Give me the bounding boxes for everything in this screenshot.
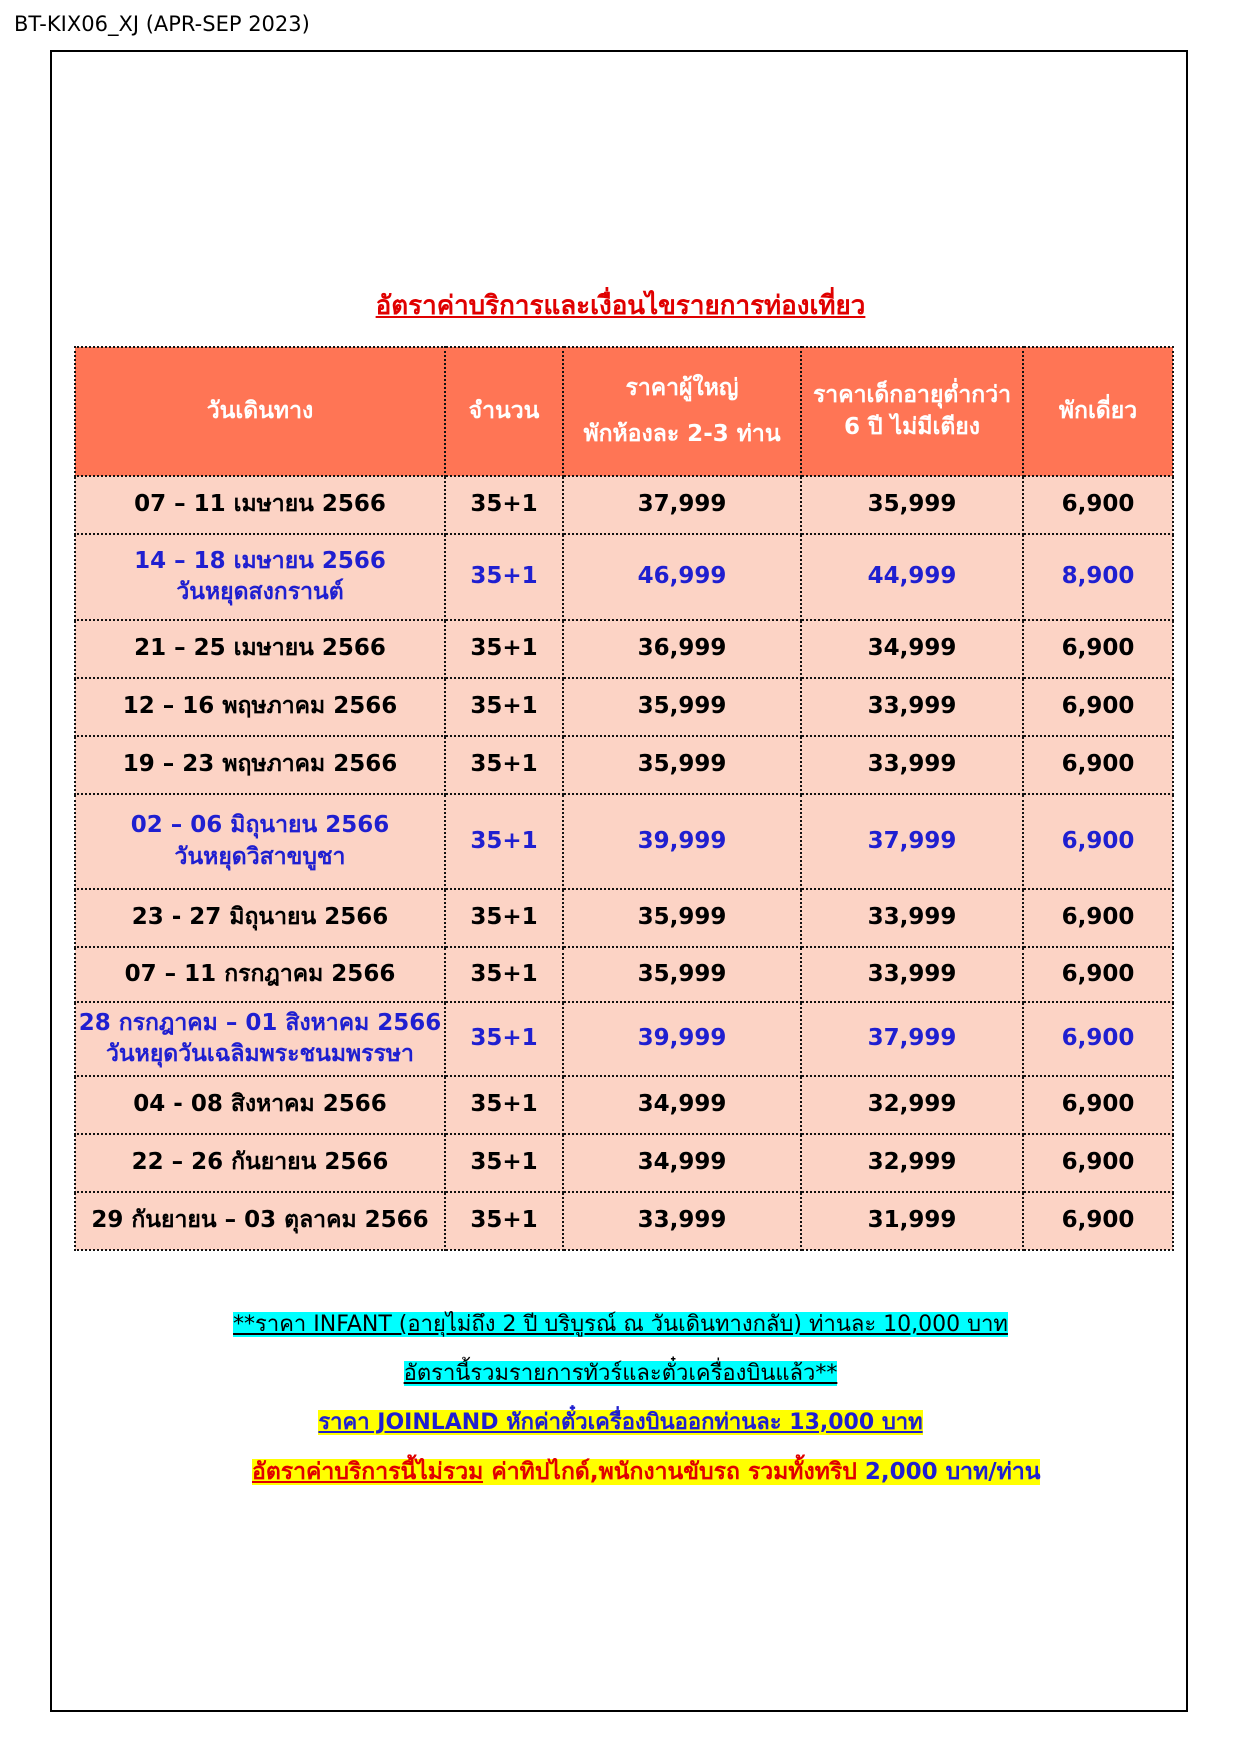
- table-row: [75, 678, 1173, 736]
- cell-date: [75, 1002, 445, 1076]
- header-child-price: [801, 347, 1023, 476]
- infant-note-text: **ราคา INFANT (อายุไม่ถึง 2 ปี บริบูรณ์ ณ วันเดินทางกลับ) ท่านละ 10,000 บาท: [233, 1312, 1008, 1337]
- cell-seats: 35+1: [445, 534, 563, 620]
- cell-holiday-name: วันหยุดวันเฉลิมพระชนมพรรษา: [106, 1041, 414, 1067]
- cell-date: 23 - 27 มิถุนายน 2566: [75, 889, 445, 947]
- cell-date: 04 - 08 สิงหาคม 2566: [75, 1076, 445, 1134]
- cell-single: 6,900: [1023, 947, 1173, 1002]
- cell-single: 6,900: [1023, 794, 1173, 889]
- cell-adult-price: 35,999: [563, 736, 801, 794]
- excluded-note: [252, 1454, 1040, 1490]
- cell-single: 6,900: [1023, 889, 1173, 947]
- cell-seats: 35+1: [445, 620, 563, 678]
- cell-child-price: 31,999: [801, 1192, 1023, 1250]
- cell-child-price: 37,999: [801, 1002, 1023, 1076]
- cell-seats: 35+1: [445, 1192, 563, 1250]
- cell-child-price: 32,999: [801, 1134, 1023, 1192]
- cell-date: 12 – 16 พฤษภาคม 2566: [75, 678, 445, 736]
- header-adult-price: [563, 347, 801, 476]
- cell-seats: 35+1: [445, 678, 563, 736]
- joinland-note-text: ราคา JOINLAND หักค่าตั๋วเครื่องบินออกท่านละ 13,000 บาท: [318, 1410, 923, 1435]
- cell-seats: 35+1: [445, 1076, 563, 1134]
- header-child-line2: 6 ปี ไม่มีเตียง: [843, 413, 980, 440]
- cell-adult-price: 33,999: [563, 1192, 801, 1250]
- cell-adult-price: 34,999: [563, 1134, 801, 1192]
- cell-child-price: 33,999: [801, 736, 1023, 794]
- cell-adult-price: 35,999: [563, 678, 801, 736]
- cell-single: 6,900: [1023, 1002, 1173, 1076]
- table-row: [75, 1134, 1173, 1192]
- excluded-amount: 2,000 บาท/ท่าน: [864, 1459, 1041, 1485]
- cell-date-range: 14 – 18 เมษายน 2566: [134, 547, 386, 574]
- cell-adult-price: 39,999: [563, 1002, 801, 1076]
- included-note-text: อัตรานี้รวมรายการทัวร์และตั๋วเครื่องบินแล้ว**: [403, 1361, 838, 1386]
- table-row: [75, 736, 1173, 794]
- cell-adult-price: 37,999: [563, 476, 801, 534]
- table-row: [75, 1076, 1173, 1134]
- excluded-prefix: อัตราค่าบริการนี้ไม่รวม: [252, 1459, 484, 1485]
- table-row: [75, 1002, 1173, 1076]
- rates-table: [74, 346, 1174, 1251]
- cell-single: 6,900: [1023, 678, 1173, 736]
- cell-date: 19 – 23 พฤษภาคม 2566: [75, 736, 445, 794]
- table-header-row: [75, 347, 1173, 476]
- cell-seats: 35+1: [445, 1002, 563, 1076]
- cell-single: 6,900: [1023, 620, 1173, 678]
- header-child-line1: ราคาเด็กอายุต่ำกว่า: [812, 382, 1012, 409]
- cell-child-price: 37,999: [801, 794, 1023, 889]
- table-row: [75, 1192, 1173, 1250]
- infant-note: [0, 1306, 1241, 1341]
- cell-single: 6,900: [1023, 476, 1173, 534]
- cell-child-price: 33,999: [801, 889, 1023, 947]
- included-note: [0, 1355, 1241, 1390]
- cell-date: 21 – 25 เมษายน 2566: [75, 620, 445, 678]
- cell-child-price: 35,999: [801, 476, 1023, 534]
- excluded-items: ค่าทิปไกด์,พนักงานขับรถ รวมทั้งทริป: [483, 1459, 865, 1485]
- table-row: [75, 794, 1173, 889]
- cell-single: 6,900: [1023, 736, 1173, 794]
- cell-date: 29 กันยายน – 03 ตุลาคม 2566: [75, 1192, 445, 1250]
- header-adult-line1: ราคาผู้ใหญ่: [625, 375, 739, 402]
- cell-single: 6,900: [1023, 1192, 1173, 1250]
- cell-seats: 35+1: [445, 476, 563, 534]
- cell-single: 6,900: [1023, 1076, 1173, 1134]
- cell-adult-price: 39,999: [563, 794, 801, 889]
- document-code: BT-KIX06_XJ (APR-SEP 2023): [14, 12, 310, 36]
- cell-holiday-name: วันหยุดวิสาขบูชา: [174, 843, 346, 870]
- table-row: [75, 889, 1173, 947]
- cell-seats: 35+1: [445, 947, 563, 1002]
- table-row: [75, 620, 1173, 678]
- joinland-note: [0, 1404, 1241, 1439]
- cell-date: [75, 534, 445, 620]
- page-title: อัตราค่าบริการและเงื่อนไขรายการท่องเที่ยว: [375, 291, 866, 321]
- cell-child-price: 32,999: [801, 1076, 1023, 1134]
- header-adult-line2: พักห้องละ 2-3 ท่าน: [583, 420, 781, 447]
- cell-date-range: 02 – 06 มิถุนายน 2566: [130, 812, 390, 839]
- cell-adult-price: 35,999: [563, 947, 801, 1002]
- table-row: [75, 534, 1173, 620]
- cell-child-price: 34,999: [801, 620, 1023, 678]
- cell-adult-price: 34,999: [563, 1076, 801, 1134]
- cell-date: [75, 794, 445, 889]
- cell-child-price: 44,999: [801, 534, 1023, 620]
- cell-seats: 35+1: [445, 736, 563, 794]
- cell-seats: 35+1: [445, 889, 563, 947]
- table-row: [75, 476, 1173, 534]
- cell-date: 07 – 11 เมษายน 2566: [75, 476, 445, 534]
- table-row: [75, 947, 1173, 1002]
- cell-date: 22 – 26 กันยายน 2566: [75, 1134, 445, 1192]
- cell-single: 8,900: [1023, 534, 1173, 620]
- cell-date: 07 – 11 กรกฎาคม 2566: [75, 947, 445, 1002]
- cell-child-price: 33,999: [801, 678, 1023, 736]
- cell-date-range: 28 กรกฎาคม – 01 สิงหาคม 2566: [78, 1009, 442, 1036]
- cell-seats: 35+1: [445, 1134, 563, 1192]
- notes-section: [0, 1306, 1241, 1439]
- cell-adult-price: 35,999: [563, 889, 801, 947]
- cell-holiday-name: วันหยุดสงกรานต์: [176, 579, 344, 605]
- cell-adult-price: 36,999: [563, 620, 801, 678]
- cell-child-price: 33,999: [801, 947, 1023, 1002]
- cell-adult-price: 46,999: [563, 534, 801, 620]
- header-date: วันเดินทาง: [75, 347, 445, 476]
- header-single: พักเดี่ยว: [1023, 347, 1173, 476]
- cell-seats: 35+1: [445, 794, 563, 889]
- cell-single: 6,900: [1023, 1134, 1173, 1192]
- header-seats: จำนวน: [445, 347, 563, 476]
